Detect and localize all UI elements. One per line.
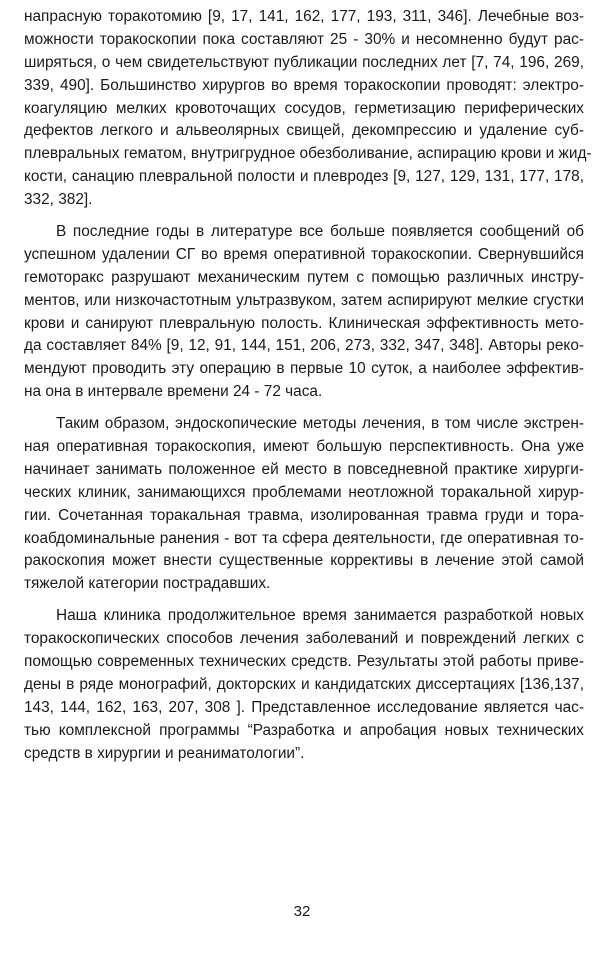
- text-line: ментов, или низкочастотным ультразвуком, затем аспирируют мелкие сгустки: [24, 291, 584, 309]
- text-line: можности торакоскопии пока составляют 25 - 30% и несомненно будут рас-: [24, 30, 584, 48]
- text-line: напрасную торакотомию [9, 17, 141, 162, 177, 193, 311, 346]. Лечебные воз-: [24, 8, 584, 25]
- text-line: гии. Сочетанная торакальная травма, изолированная травма груди и тора-: [24, 506, 584, 524]
- text-line: гемоторакс разрушают механическим путем с помощью различных инстру-: [24, 268, 584, 286]
- paragraph-spacer: [24, 404, 584, 413]
- text-line: ная оперативная торакоскопия, имеют большую перспективность. Она уже: [24, 438, 584, 456]
- text-line: тью комплексной программы “Разработка и апробация новых технических: [24, 721, 584, 739]
- text-line: коабдоминальные ранения - вот та сфера деятельности, где оперативная то-: [24, 529, 584, 547]
- text-line: ширяться, о чем свидетельствуют публикации последних лет [7, 74, 196, 269,: [24, 53, 584, 71]
- text-line: коагуляцию мелких кровоточащих сосудов, герметизацию периферических: [24, 99, 584, 117]
- text-line: мендуют проводить эту операцию в первые 10 суток, а наиболее эффектив-: [24, 360, 584, 378]
- text-line: кости, санацию плевральной полости и плевродез [9, 127, 129, 131, 177, 178,: [24, 168, 584, 186]
- text-line: ракоскопия может внести существенные коррективы в лечение этой самой: [24, 552, 584, 570]
- text-line: да составляет 84% [9, 12, 91, 144, 151, 206, 273, 332, 347, 348]. Авторы реко-: [24, 337, 584, 355]
- text-line: на она в интервале времени 24 - 72 часа.: [24, 383, 323, 401]
- paragraph-spacer: [24, 212, 584, 221]
- paragraph-spacer: [24, 596, 584, 605]
- text-line: средств в хирургии и реаниматологии”.: [24, 744, 305, 762]
- text-line: В последние годы в литературе все больше появляется сообщений об: [56, 223, 584, 241]
- text-line: тяжелой категории пострадавших.: [24, 575, 271, 593]
- text-line: Таким образом, эндоскопические методы лечения, в том числе экстрен-: [56, 415, 584, 433]
- paragraph-2: [24, 221, 584, 404]
- text-line: Наша клиника продолжительное время занимается разработкой новых: [56, 607, 584, 625]
- text-line: 332, 382].: [24, 191, 93, 209]
- paragraph-4: [24, 605, 584, 765]
- paragraph-3: [24, 413, 584, 596]
- text-line: ческих клиник, занимающихся проблемами неотложной торакальной хирур-: [24, 483, 584, 501]
- text-line: плевральных гематом, внутригрудное обезболивание, аспирацию крови и жид-: [24, 145, 592, 163]
- page-number: 32: [293, 903, 311, 920]
- text-line: 339, 490]. Большинство хирургов во время торакоскопии проводят: электро-: [24, 76, 584, 94]
- body-text: [24, 6, 592, 766]
- text-line: дены в ряде монографий, докторских и кандидатских диссертациях [136,137,: [24, 675, 584, 693]
- text-line: 143, 144, 162, 163, 207, 308 ]. Представленное исследование является час-: [24, 698, 584, 716]
- text-line: крови и санируют плевральную полость. Клиническая эффективность мето-: [24, 314, 584, 332]
- text-line: успешном удалении СГ во время оперативной торакоскопии. Свернувшийся: [24, 245, 584, 263]
- text-line: начинает занимать положенное ей место в повседневной практике хирурги-: [24, 460, 584, 478]
- text-line: дефектов легкого и альвеолярных свищей, декомпрессию и удаление суб-: [24, 122, 584, 140]
- paragraph-1: [24, 6, 592, 212]
- text-line: помощью современных технических средств. Результаты этой работы приве-: [24, 653, 584, 671]
- text-line: торакоскопических способов лечения заболеваний и повреждений легких с: [24, 630, 584, 648]
